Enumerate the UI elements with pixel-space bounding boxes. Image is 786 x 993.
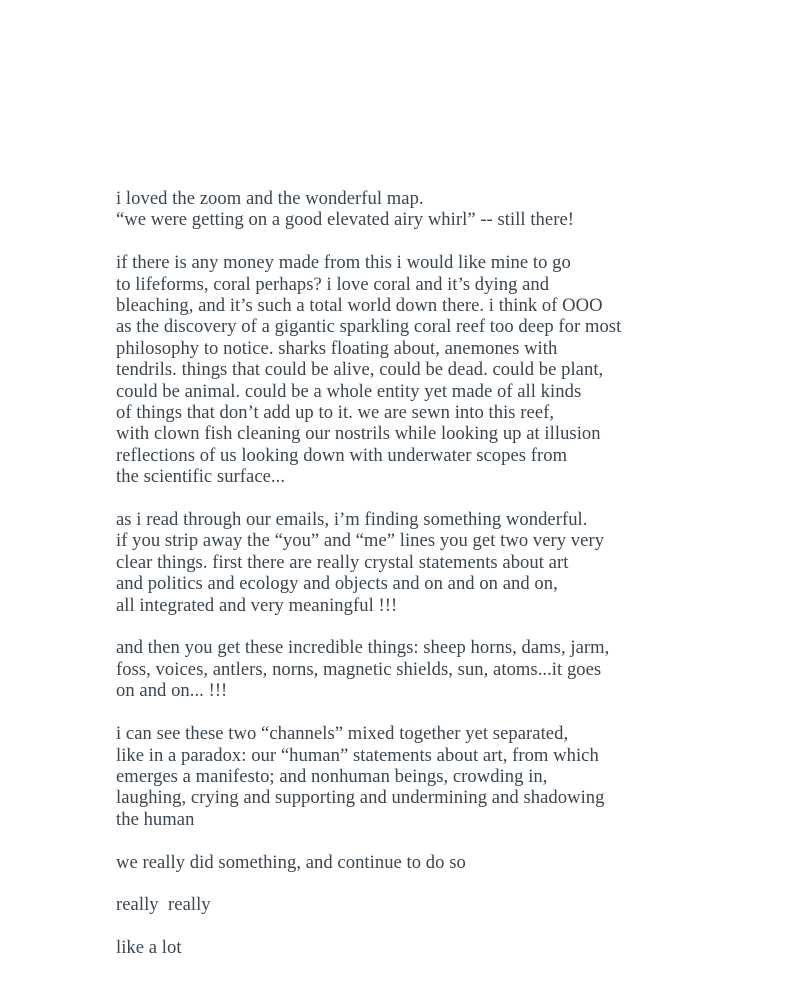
paragraph-really <box>116 894 756 915</box>
text-line: could be animal. could be a whole entity yet made of all kinds <box>116 380 582 402</box>
paragraph-did-something <box>116 852 756 873</box>
text-line: the scientific surface... <box>116 466 286 488</box>
text-line: with clown fish cleaning our nostrils while looking up at illusion <box>116 423 601 445</box>
text-line: as the discovery of a gigantic sparkling coral reef too deep for most <box>116 316 622 338</box>
text-line: clear things. first there are really crystal statements about art <box>116 551 569 573</box>
text-line: and then you get these incredible things: sheep horns, dams, jarm, <box>116 637 610 659</box>
text-line: tendrils. things that could be alive, could be dead. could be plant, <box>116 359 604 381</box>
paragraph-emails <box>116 509 756 616</box>
text-line: i loved the zoom and the wonderful map. <box>116 188 424 209</box>
text-line: and politics and ecology and objects and on and on and on, <box>116 573 558 595</box>
text-line: on and on... !!! <box>116 680 228 702</box>
text-line: if you strip away the “you” and “me” lines you get two very very <box>116 530 605 552</box>
text-line: we really did something, and continue to do so <box>116 851 466 873</box>
text-line: all integrated and very meaningful !!! <box>116 594 398 616</box>
text-line: really really <box>116 894 211 916</box>
text-line: of things that don’t add up to it. we are sewn into this reef, <box>116 402 555 424</box>
text-line: like in a paradox: our “human” statements about art, from which <box>116 744 599 766</box>
paragraph-two-channels <box>116 723 756 830</box>
letter-body <box>116 188 756 980</box>
paragraph-coral-reef <box>116 252 756 487</box>
text-line: to lifeforms, coral perhaps? i love coral and it’s dying and <box>116 273 550 295</box>
text-line: foss, voices, antlers, norns, magnetic shields, sun, atoms...it goes <box>116 658 602 680</box>
paragraph-like-a-lot <box>116 937 756 958</box>
text-line: philosophy to notice. sharks floating about, anemones with <box>116 337 558 359</box>
text-line: if there is any money made from this i would like mine to go <box>116 252 571 274</box>
text-line: i can see these two “channels” mixed together yet separated, <box>116 723 569 745</box>
text-line: emerges a manifesto; and nonhuman beings, crowding in, <box>116 765 548 787</box>
paragraph-incredible-things <box>116 637 756 701</box>
text-line: like a lot <box>116 937 182 959</box>
text-line: bleaching, and it’s such a total world down there. i think of OOO <box>116 295 603 317</box>
paragraph-zoom-map <box>116 188 756 231</box>
text-line: as i read through our emails, i’m finding something wonderful. <box>116 509 588 531</box>
text-line: “we were getting on a good elevated airy whirl” -- still there! <box>116 209 574 231</box>
text-line: the human <box>116 808 195 830</box>
text-line: reflections of us looking down with underwater scopes from <box>116 444 568 466</box>
text-line: laughing, crying and supporting and undermining and shadowing <box>116 787 605 809</box>
